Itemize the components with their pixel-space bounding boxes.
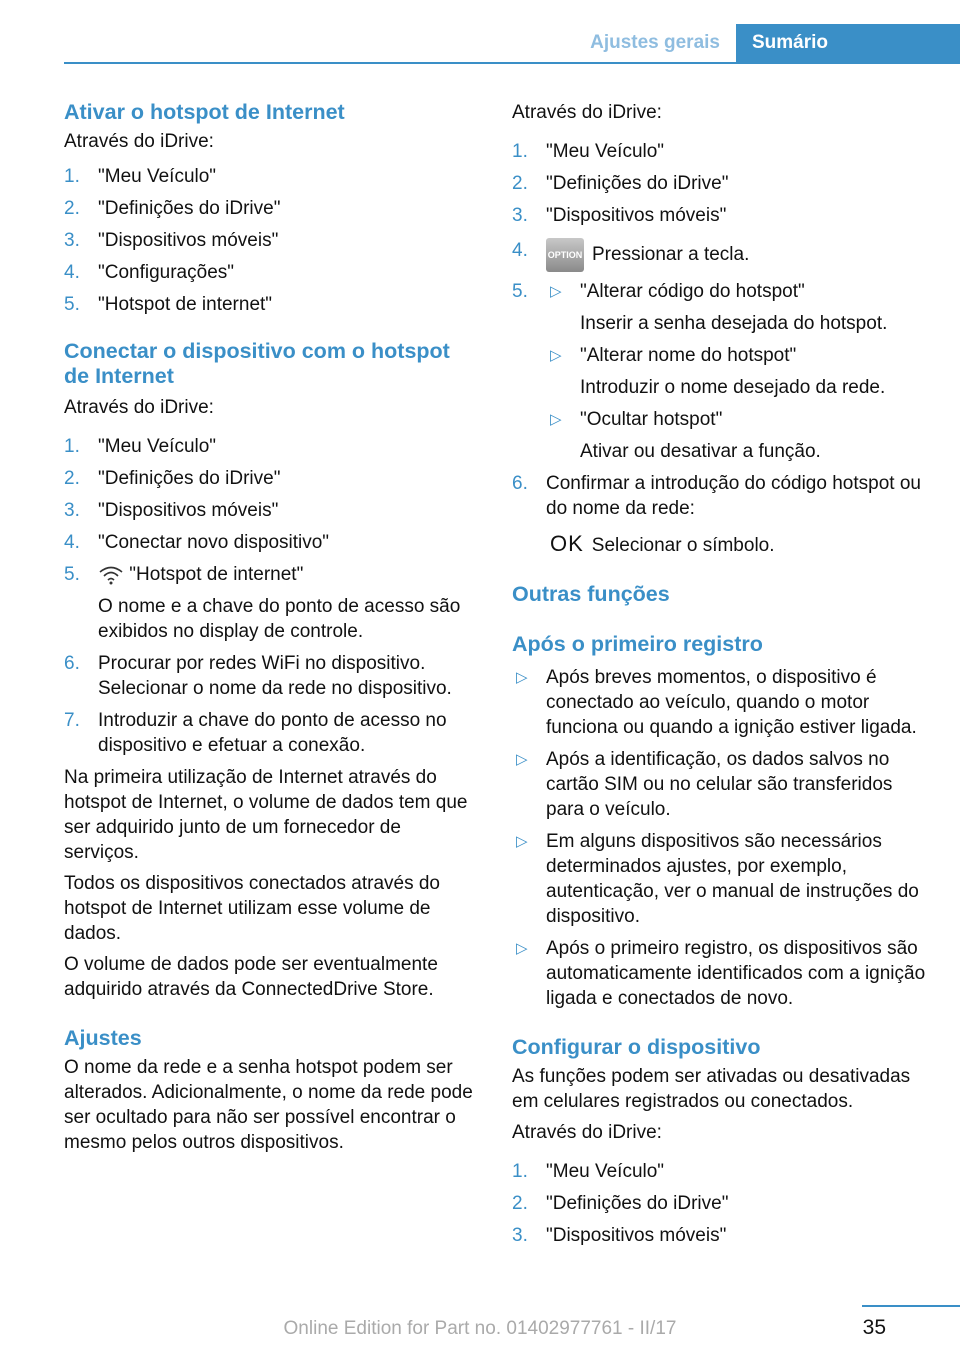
section-title[interactable]: Ajustes gerais (590, 32, 720, 53)
list-item: 2. "Definições do iDrive" (64, 198, 281, 219)
list-item: 7. Introduzir a chave do ponto de acesso no dispositivo e efetuar a conexão. (64, 710, 447, 756)
paragraph: Na primeira utilização de Internet através do hotspot de Internet, o volume de dados tem que ser adquirido junto de um fornecedor de serviços. (64, 767, 468, 863)
summary-tab[interactable]: Sumário (736, 24, 960, 62)
footer-edition: Online Edition for Part no. 01402977761 - II/17 (283, 1318, 677, 1339)
triangle-bullet-icon: ▷ (550, 283, 562, 300)
list-item: 5. "Hotspot de internet" (64, 294, 273, 315)
via-idrive: Através do iDrive: (512, 1122, 662, 1143)
list-item: 3. "Dispositivos móveis" (64, 500, 279, 521)
list-item: 2. "Definições do iDrive" (64, 468, 281, 489)
wifi-icon (98, 565, 124, 585)
triangle-bullet-icon: ▷ (516, 940, 528, 957)
page-number-rule (862, 1305, 960, 1307)
list-item: ▷ Após o primeiro registro, os dispositivos são automaticamente identificados com a ignição ligada e conectados de novo. (516, 938, 926, 1009)
list-item: ▷ "Ocultar hotspot" Ativar ou desativar a função. (550, 409, 821, 462)
heading-other-functions: Outras funções (512, 582, 670, 606)
page-number: 35 (862, 1316, 886, 1339)
triangle-bullet-icon: ▷ (550, 411, 562, 428)
via-idrive: Através do iDrive: (64, 131, 214, 152)
list-item: 6. Procurar por redes WiFi no dispositivo. Selecionar o nome da rede no dispositivo. (64, 653, 452, 699)
heading-settings: Ajustes (64, 1026, 142, 1050)
triangle-bullet-icon: ▷ (550, 347, 562, 364)
option-button-icon: OPTION (546, 238, 584, 272)
paragraph: As funções podem ser ativadas ou desativadas em celulares registrados ou conectados. (512, 1066, 911, 1112)
list-item: ▷ Após a identificação, os dados salvos no cartão SIM ou no celular são transferidos para o veículo. (516, 749, 893, 820)
paragraph: Todos os dispositivos conectados através do hotspot de Internet utilizam esse volume de dados. (64, 873, 440, 944)
left-column (64, 100, 476, 1155)
paragraph: O volume de dados pode ser eventualmente adquirido através da ConnectedDrive Store. (64, 954, 438, 1000)
list-item: 1. "Meu Veículo" (64, 166, 217, 187)
steps-list-3 (512, 139, 930, 558)
list-item: 6. Confirmar a introdução do código hotspot ou do nome da rede: OK Selecionar o símbolo. (512, 473, 921, 556)
bullet-list (512, 665, 930, 1011)
list-item: 4. OPTION Pressionar a tecla. (512, 238, 930, 272)
list-item: 1. "Meu Veículo" (512, 141, 665, 162)
list-item: ▷ Após breves momentos, o dispositivo é conectado ao veículo, quando o motor funciona ou quando a ignição estiver ligada. (516, 667, 917, 738)
heading-configure-device: Configurar o dispositivo (512, 1035, 761, 1059)
list-item: 3. "Dispositivos móveis" (512, 205, 727, 226)
sub-list (546, 279, 930, 464)
list-item: 2. "Definições do iDrive" (512, 1193, 729, 1214)
triangle-bullet-icon: ▷ (516, 751, 528, 768)
list-item: 5. "Hotspot de internet" O nome e a chave do ponto de acesso são exibidos no display de controle. (64, 562, 476, 644)
via-idrive: Através do iDrive: (512, 102, 662, 123)
steps-list-2 (64, 434, 476, 758)
steps-list-4 (512, 1159, 930, 1248)
triangle-bullet-icon: ▷ (516, 833, 528, 850)
list-item: 5. ▷ "Alterar código do hotspot" Inserir a senha desejada do hotspot. ▷ "Alterar nome do hotspot" Introduzir o nome desejado da rede. ▷ "Ocultar hotspot" Ativar ou desativar a função. (512, 279, 930, 464)
heading-after-registration: Após o primeiro registro (512, 632, 763, 656)
ok-icon: OK (550, 531, 584, 556)
list-item: 1. "Meu Veículo" (64, 436, 217, 457)
via-idrive: Através do iDrive: (64, 397, 214, 418)
list-item: ▷ "Alterar código do hotspot" Inserir a senha desejada do hotspot. (550, 281, 888, 334)
steps-list-1 (64, 164, 476, 317)
list-item: 4. "Configurações" (64, 262, 235, 283)
list-item-detail: O nome e a chave do ponto de acesso são exibidos no display de controle. (98, 596, 461, 642)
list-item: 1. "Meu Veículo" (512, 1161, 665, 1182)
paragraph: O nome da rede e a senha hotspot podem ser alterados. Adicionalmente, o nome da rede pode ser ocultado para não ser possível encontrar o mesmo pelos outros dispositivos. (64, 1057, 473, 1153)
page-header (64, 24, 960, 64)
list-item: 3. "Dispositivos móveis" (64, 230, 279, 251)
list-item: ▷ Em alguns dispositivos são necessários determinados ajustes, por exemplo, autenticação, ver o manual de instruções do dispositivo. (516, 831, 919, 927)
triangle-bullet-icon: ▷ (516, 669, 528, 686)
right-column (512, 100, 930, 1255)
list-item: 4. "Conectar novo dispositivo" (64, 532, 330, 553)
heading-connect-device: Conectar o dispositivo com o hotspot de Internet (64, 339, 450, 388)
heading-activate-hotspot: Ativar o hotspot de Internet (64, 100, 345, 124)
list-item: 2. "Definições do iDrive" (512, 173, 729, 194)
list-item: 3. "Dispositivos móveis" (512, 1225, 727, 1246)
list-item: ▷ "Alterar nome do hotspot" Introduzir o nome desejado da rede. (550, 345, 886, 398)
